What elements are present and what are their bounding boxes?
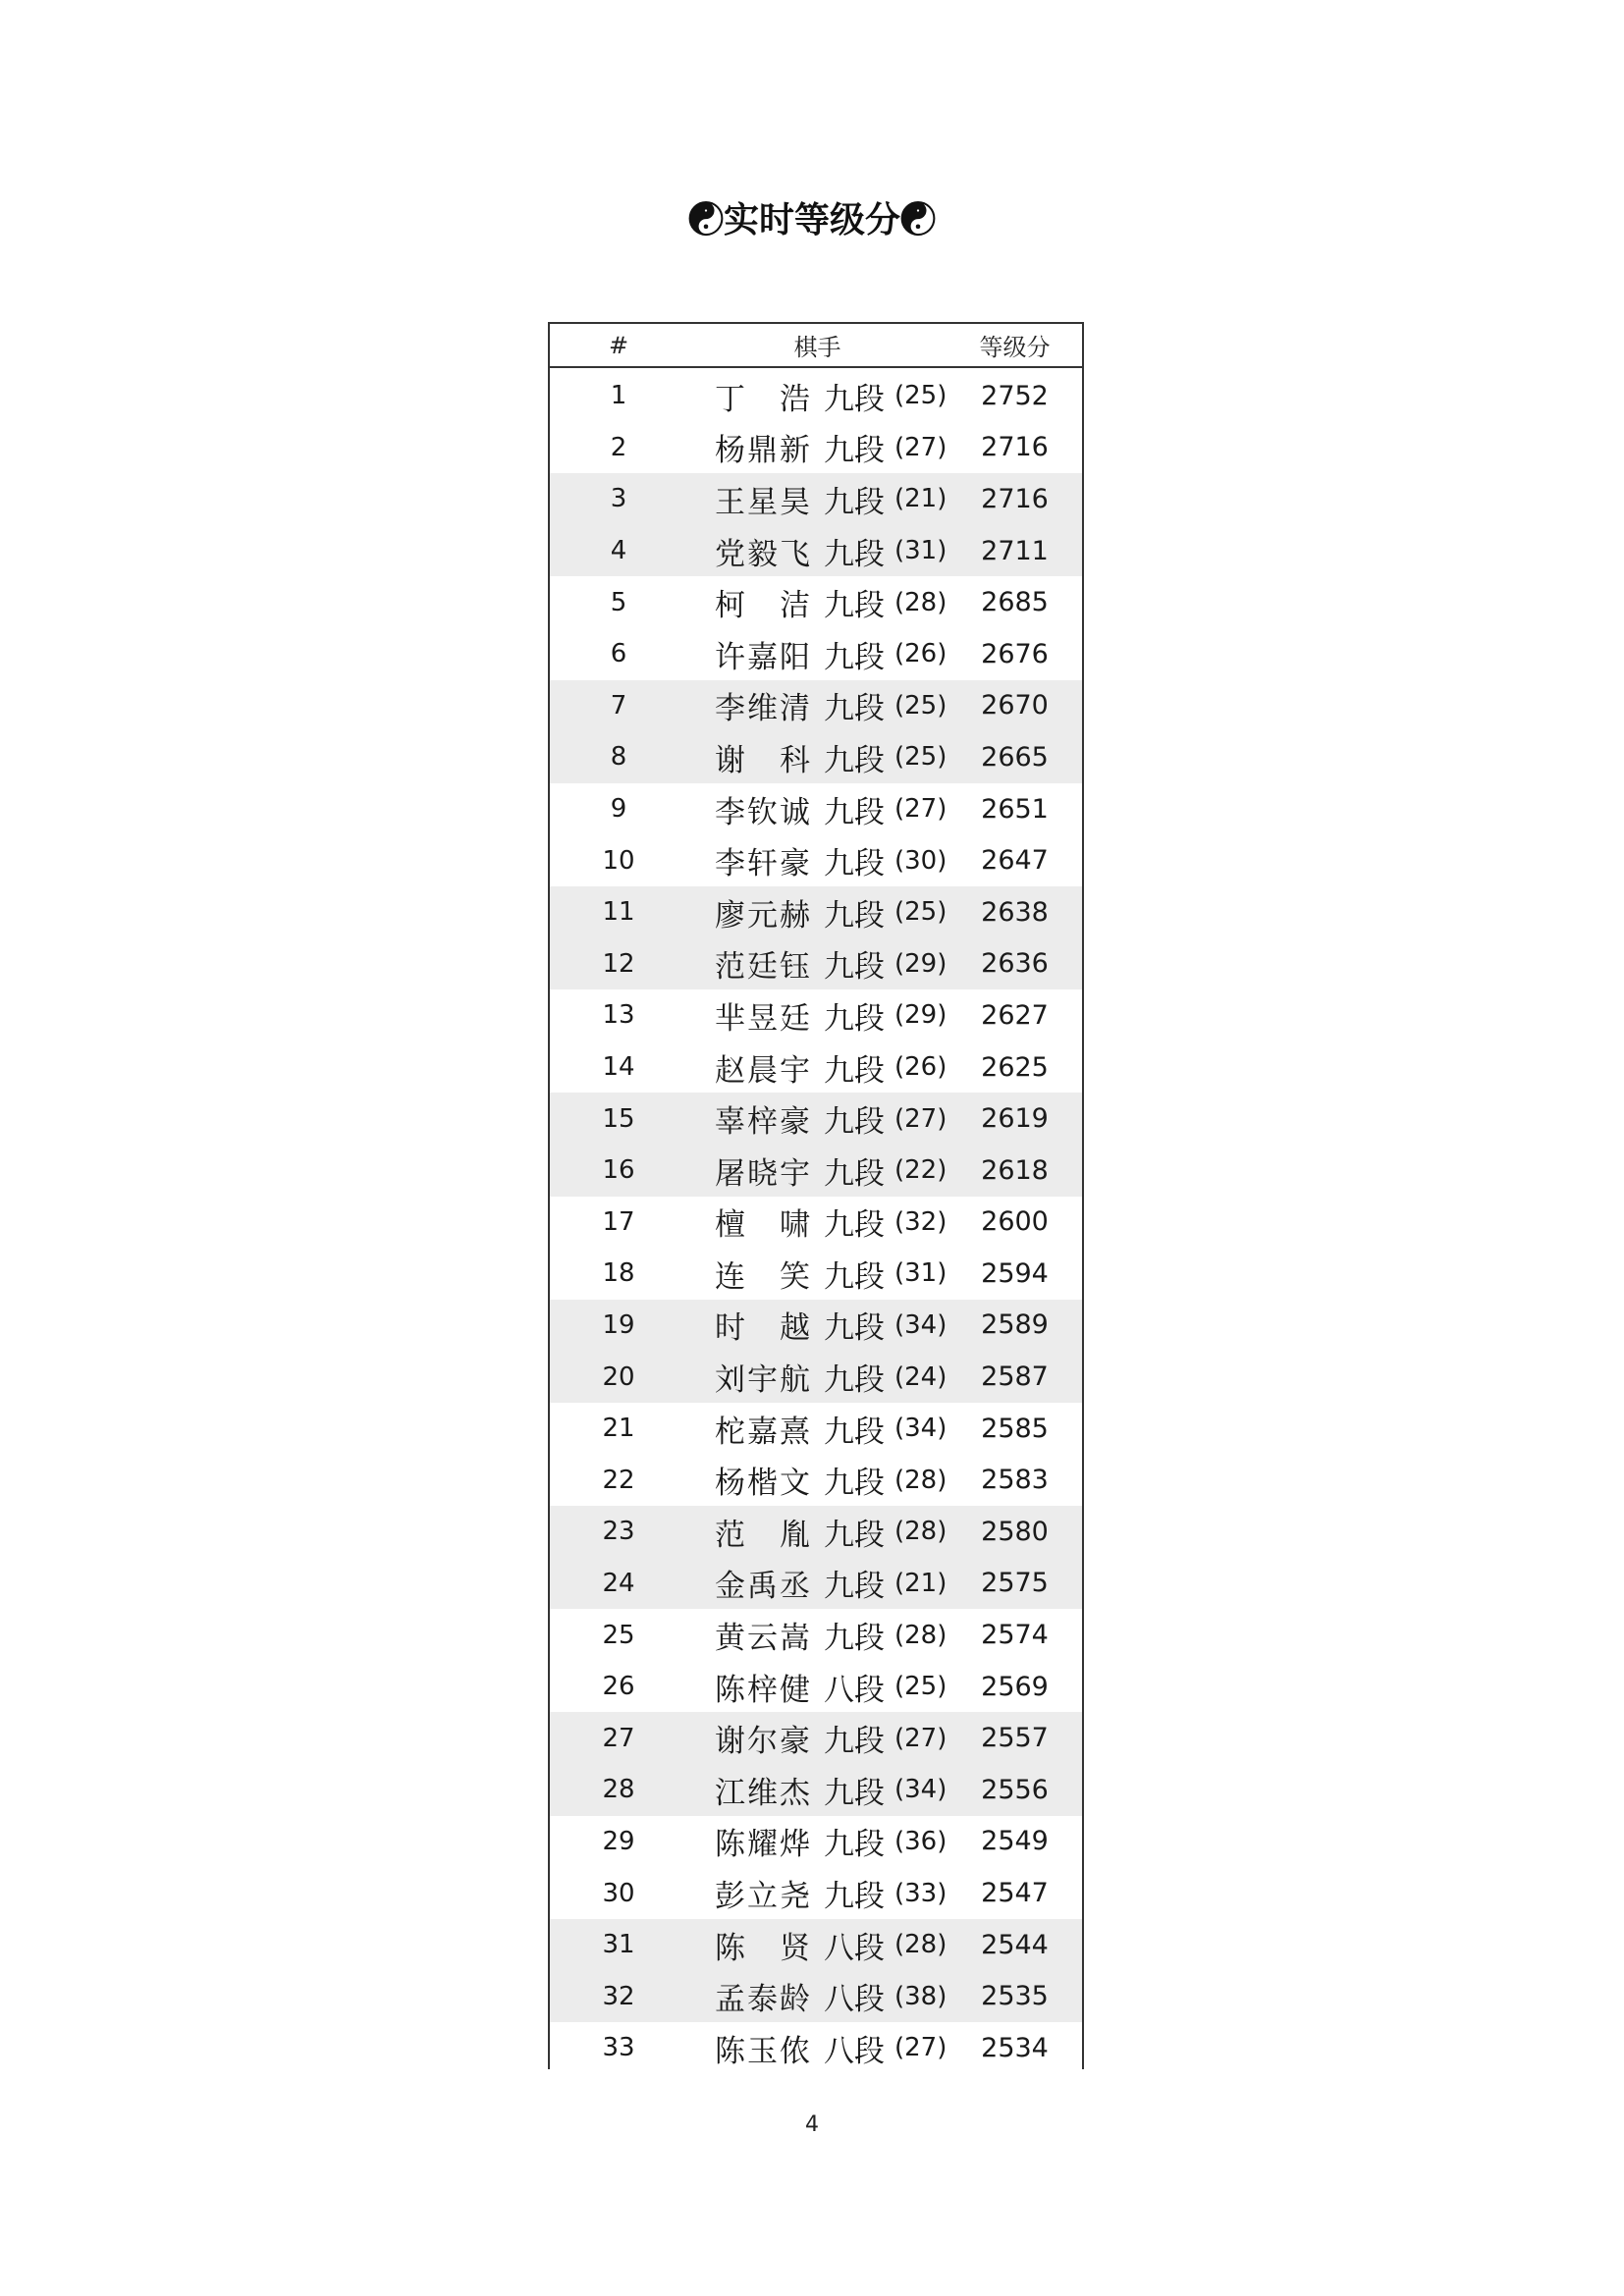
player-name: 刘宇航 [715,1362,810,1399]
player-cell [687,1819,947,1863]
player-name: 李维清 [715,691,810,727]
player-cell [687,1355,947,1399]
page-title: ☯实时等级分☯ [687,199,936,240]
rank-cell: 27 [602,1723,635,1753]
player-age: (26) [894,639,947,669]
rating-cell: 2638 [981,896,1049,928]
rating-cell: 2752 [981,380,1049,411]
player-age: (28) [894,1930,947,1960]
rating-cell: 2549 [981,1826,1049,1857]
rating-cell: 2587 [981,1362,1049,1393]
rating-cell: 2569 [981,1671,1049,1702]
player-cell [687,735,947,779]
player-age: (36) [894,1826,947,1856]
player-age: (27) [894,1103,947,1134]
player-dan: 九段 [824,691,885,727]
player-name: 陈耀烨 [715,1827,810,1863]
rank-cell: 14 [602,1052,635,1083]
player-cell [687,1407,947,1451]
player-name: 王星昊 [715,484,810,520]
player-name: 彭立尧 [715,1879,810,1915]
player-dan: 九段 [824,1517,885,1553]
rating-cell: 2557 [981,1723,1049,1754]
player-age: (34) [894,1414,947,1444]
header-rating: 等级分 [979,334,1051,361]
player-cell [687,993,947,1038]
table-row [550,1351,1082,1403]
player-cell [687,1871,947,1915]
rank-cell: 22 [602,1465,635,1495]
table-row [550,525,1082,577]
player-dan: 九段 [824,639,885,675]
table-row [550,1248,1082,1300]
table-row [550,628,1082,680]
player-name: 陈梓健 [715,1672,810,1708]
player-cell [687,1045,947,1090]
player-dan: 八段 [824,1930,885,1966]
rank-cell: 6 [610,639,627,669]
player-name: 丁 浩 [715,381,810,417]
rating-cell: 2619 [981,1103,1049,1135]
player-cell [687,838,947,882]
rank-cell: 3 [610,484,627,514]
rank-cell: 4 [610,536,627,566]
table-row [550,680,1082,732]
rating-cell: 2625 [981,1051,1049,1083]
rank-cell: 2 [610,432,627,462]
table-row [550,886,1082,938]
rank-cell: 11 [602,897,635,928]
table-header [550,324,1082,368]
player-cell [687,425,947,469]
player-dan: 九段 [824,897,885,934]
rank-cell: 24 [602,1568,635,1598]
player-age: (22) [894,1155,947,1186]
table-row [550,1093,1082,1145]
player-name: 杨楷文 [715,1466,810,1502]
player-age: (29) [894,948,947,979]
player-age: (34) [894,1309,947,1340]
player-name: 陈玉侬 [715,2033,810,2069]
rank-cell: 19 [602,1309,635,1340]
player-age: (34) [894,1775,947,1805]
table-row [550,422,1082,474]
player-dan: 九段 [824,1414,885,1450]
rating-cell: 2636 [981,948,1049,980]
table-body [550,368,1082,2074]
table-row [550,938,1082,990]
player-cell [687,787,947,831]
player-name: 江维杰 [715,1775,810,1811]
player-dan: 九段 [824,381,885,417]
rating-cell: 2534 [981,2032,1049,2063]
player-dan: 九段 [824,1724,885,1760]
table-row [550,1609,1082,1661]
player-age: (28) [894,1620,947,1650]
player-dan: 九段 [824,484,885,520]
rank-cell: 28 [602,1775,635,1805]
player-age: (31) [894,536,947,566]
table-row [550,1867,1082,1919]
player-age: (25) [894,381,947,411]
player-cell [687,941,947,986]
rating-cell: 2594 [981,1257,1049,1289]
rating-cell: 2583 [981,1465,1049,1496]
player-name: 柯 洁 [715,588,810,624]
rank-cell: 16 [602,1155,635,1186]
player-dan: 九段 [824,742,885,778]
player-dan: 九段 [824,846,885,882]
player-age: (24) [894,1362,947,1392]
rank-cell: 13 [602,1000,635,1031]
player-age: (25) [894,742,947,773]
player-name: 时 越 [715,1310,810,1347]
rank-cell: 31 [602,1930,635,1960]
player-dan: 八段 [824,1982,885,2018]
player-dan: 九段 [824,1155,885,1192]
player-cell [687,1613,947,1657]
player-dan: 九段 [824,588,885,624]
table-row [550,1145,1082,1197]
table-row [550,1041,1082,1094]
player-dan: 九段 [824,536,885,572]
player-name: 范 胤 [715,1517,810,1553]
table-row [550,1712,1082,1764]
table-row [550,370,1082,422]
rank-cell: 23 [602,1517,635,1547]
table-row [550,989,1082,1041]
player-name: 许嘉阳 [715,639,810,675]
rank-cell: 32 [602,1981,635,2011]
player-dan: 九段 [824,1000,885,1037]
player-cell [687,683,947,727]
player-dan: 九段 [824,433,885,469]
player-age: (28) [894,1517,947,1547]
player-name: 党毅飞 [715,536,810,572]
table-row [550,783,1082,835]
player-cell [687,1561,947,1605]
player-name: 谢 科 [715,742,810,778]
table-row [550,2022,1082,2074]
player-age: (27) [894,2033,947,2063]
player-dan: 九段 [824,1104,885,1141]
rank-cell: 21 [602,1414,635,1444]
player-cell [687,1716,947,1760]
player-name: 屠晓宇 [715,1155,810,1192]
player-dan: 九段 [824,1879,885,1915]
rank-cell: 10 [602,845,635,876]
rating-cell: 2716 [981,483,1049,514]
player-age: (29) [894,1000,947,1031]
rank-cell: 17 [602,1206,635,1237]
player-cell [687,1148,947,1193]
rating-cell: 2716 [981,432,1049,463]
player-cell [687,890,947,934]
rating-table [548,322,1084,2069]
rating-cell: 2544 [981,1929,1049,1960]
player-name: 孟泰龄 [715,1982,810,2018]
rating-cell: 2585 [981,1413,1049,1444]
rating-cell: 2685 [981,587,1049,618]
player-age: (25) [894,897,947,928]
player-age: (30) [894,845,947,876]
player-age: (25) [894,1672,947,1702]
player-name: 谢尔豪 [715,1724,810,1760]
player-name: 李轩豪 [715,846,810,882]
player-age: (21) [894,484,947,514]
player-age: (27) [894,432,947,462]
player-cell [687,477,947,521]
player-name: 柁嘉熹 [715,1414,810,1450]
player-dan: 九段 [824,1207,885,1244]
rating-cell: 2547 [981,1878,1049,1909]
player-dan: 九段 [824,1775,885,1811]
rating-cell: 2618 [981,1154,1049,1186]
rank-cell: 20 [602,1362,635,1392]
rank-cell: 15 [602,1103,635,1134]
rank-cell: 25 [602,1620,635,1650]
table-row [550,1403,1082,1455]
table-row [550,1506,1082,1558]
player-dan: 八段 [824,1672,885,1708]
player-cell [687,529,947,573]
player-name: 金禹丞 [715,1569,810,1605]
player-cell [687,1252,947,1296]
table-row [550,1197,1082,1249]
rating-cell: 2647 [981,845,1049,877]
rank-cell: 29 [602,1826,635,1856]
rating-cell: 2575 [981,1568,1049,1599]
table-row [550,1919,1082,1971]
table-row [550,1558,1082,1610]
rating-cell: 2676 [981,638,1049,669]
rank-cell: 12 [602,948,635,979]
player-name: 李钦诚 [715,794,810,830]
player-cell [687,1458,947,1502]
player-age: (38) [894,1981,947,2011]
player-dan: 九段 [824,1052,885,1089]
rating-cell: 2589 [981,1309,1049,1341]
player-age: (25) [894,690,947,721]
rating-cell: 2574 [981,1620,1049,1651]
rating-cell: 2600 [981,1206,1049,1238]
rating-cell: 2651 [981,793,1049,825]
player-cell [687,1096,947,1141]
rating-cell: 2665 [981,741,1049,773]
page-number: 4 [805,2112,819,2137]
rank-cell: 33 [602,2033,635,2063]
table-row [550,1970,1082,2022]
rank-cell: 5 [610,587,627,617]
player-age: (32) [894,1206,947,1237]
player-cell [687,1974,947,2018]
player-cell [687,1510,947,1554]
player-cell [687,1923,947,1967]
player-age: (31) [894,1258,947,1289]
rank-cell: 18 [602,1258,635,1289]
player-dan: 九段 [824,1258,885,1295]
rating-cell: 2627 [981,999,1049,1031]
player-cell [687,580,947,624]
player-dan: 九段 [824,794,885,830]
rating-cell: 2580 [981,1516,1049,1547]
player-dan: 九段 [824,1827,885,1863]
player-age: (27) [894,1723,947,1753]
player-name: 檀 啸 [715,1207,810,1244]
player-cell [687,632,947,676]
player-name: 芈昱廷 [715,1000,810,1037]
table-row [550,1661,1082,1713]
player-dan: 九段 [824,1621,885,1657]
player-age: (33) [894,1878,947,1908]
player-dan: 八段 [824,2033,885,2069]
table-row [550,834,1082,886]
player-cell [687,1665,947,1709]
player-age: (28) [894,1465,947,1495]
player-dan: 九段 [824,1310,885,1347]
table-row [550,1454,1082,1506]
table-row [550,731,1082,783]
player-name: 赵晨宇 [715,1052,810,1089]
rating-cell: 2711 [981,535,1049,566]
player-name: 范廷钰 [715,949,810,986]
rating-cell: 2670 [981,690,1049,721]
table-row [550,1816,1082,1868]
rank-cell: 26 [602,1672,635,1702]
player-name: 黄云嵩 [715,1621,810,1657]
player-name: 杨鼎新 [715,433,810,469]
player-cell [687,2026,947,2070]
rank-cell: 30 [602,1878,635,1908]
player-age: (28) [894,587,947,617]
table-row [550,1764,1082,1816]
player-cell [687,1768,947,1812]
player-cell [687,1303,947,1347]
rating-cell: 2556 [981,1774,1049,1805]
rank-cell: 8 [610,742,627,773]
table-row [550,473,1082,525]
player-name: 陈 贤 [715,1930,810,1966]
player-age: (27) [894,794,947,825]
player-name: 辜梓豪 [715,1104,810,1141]
rank-cell: 9 [610,794,627,825]
player-dan: 九段 [824,1466,885,1502]
player-name: 廖元赫 [715,897,810,934]
player-name: 连 笑 [715,1258,810,1295]
table-row [550,1300,1082,1352]
header-player: 棋手 [793,334,841,361]
player-cell [687,374,947,418]
rating-cell: 2535 [981,1981,1049,2012]
player-cell [687,1200,947,1244]
table-row [550,576,1082,628]
header-rank: # [608,331,629,359]
player-age: (21) [894,1568,947,1598]
player-dan: 九段 [824,1362,885,1399]
player-age: (26) [894,1052,947,1083]
player-dan: 九段 [824,1569,885,1605]
player-dan: 九段 [824,949,885,986]
rank-cell: 7 [610,690,627,721]
rank-cell: 1 [610,381,627,411]
